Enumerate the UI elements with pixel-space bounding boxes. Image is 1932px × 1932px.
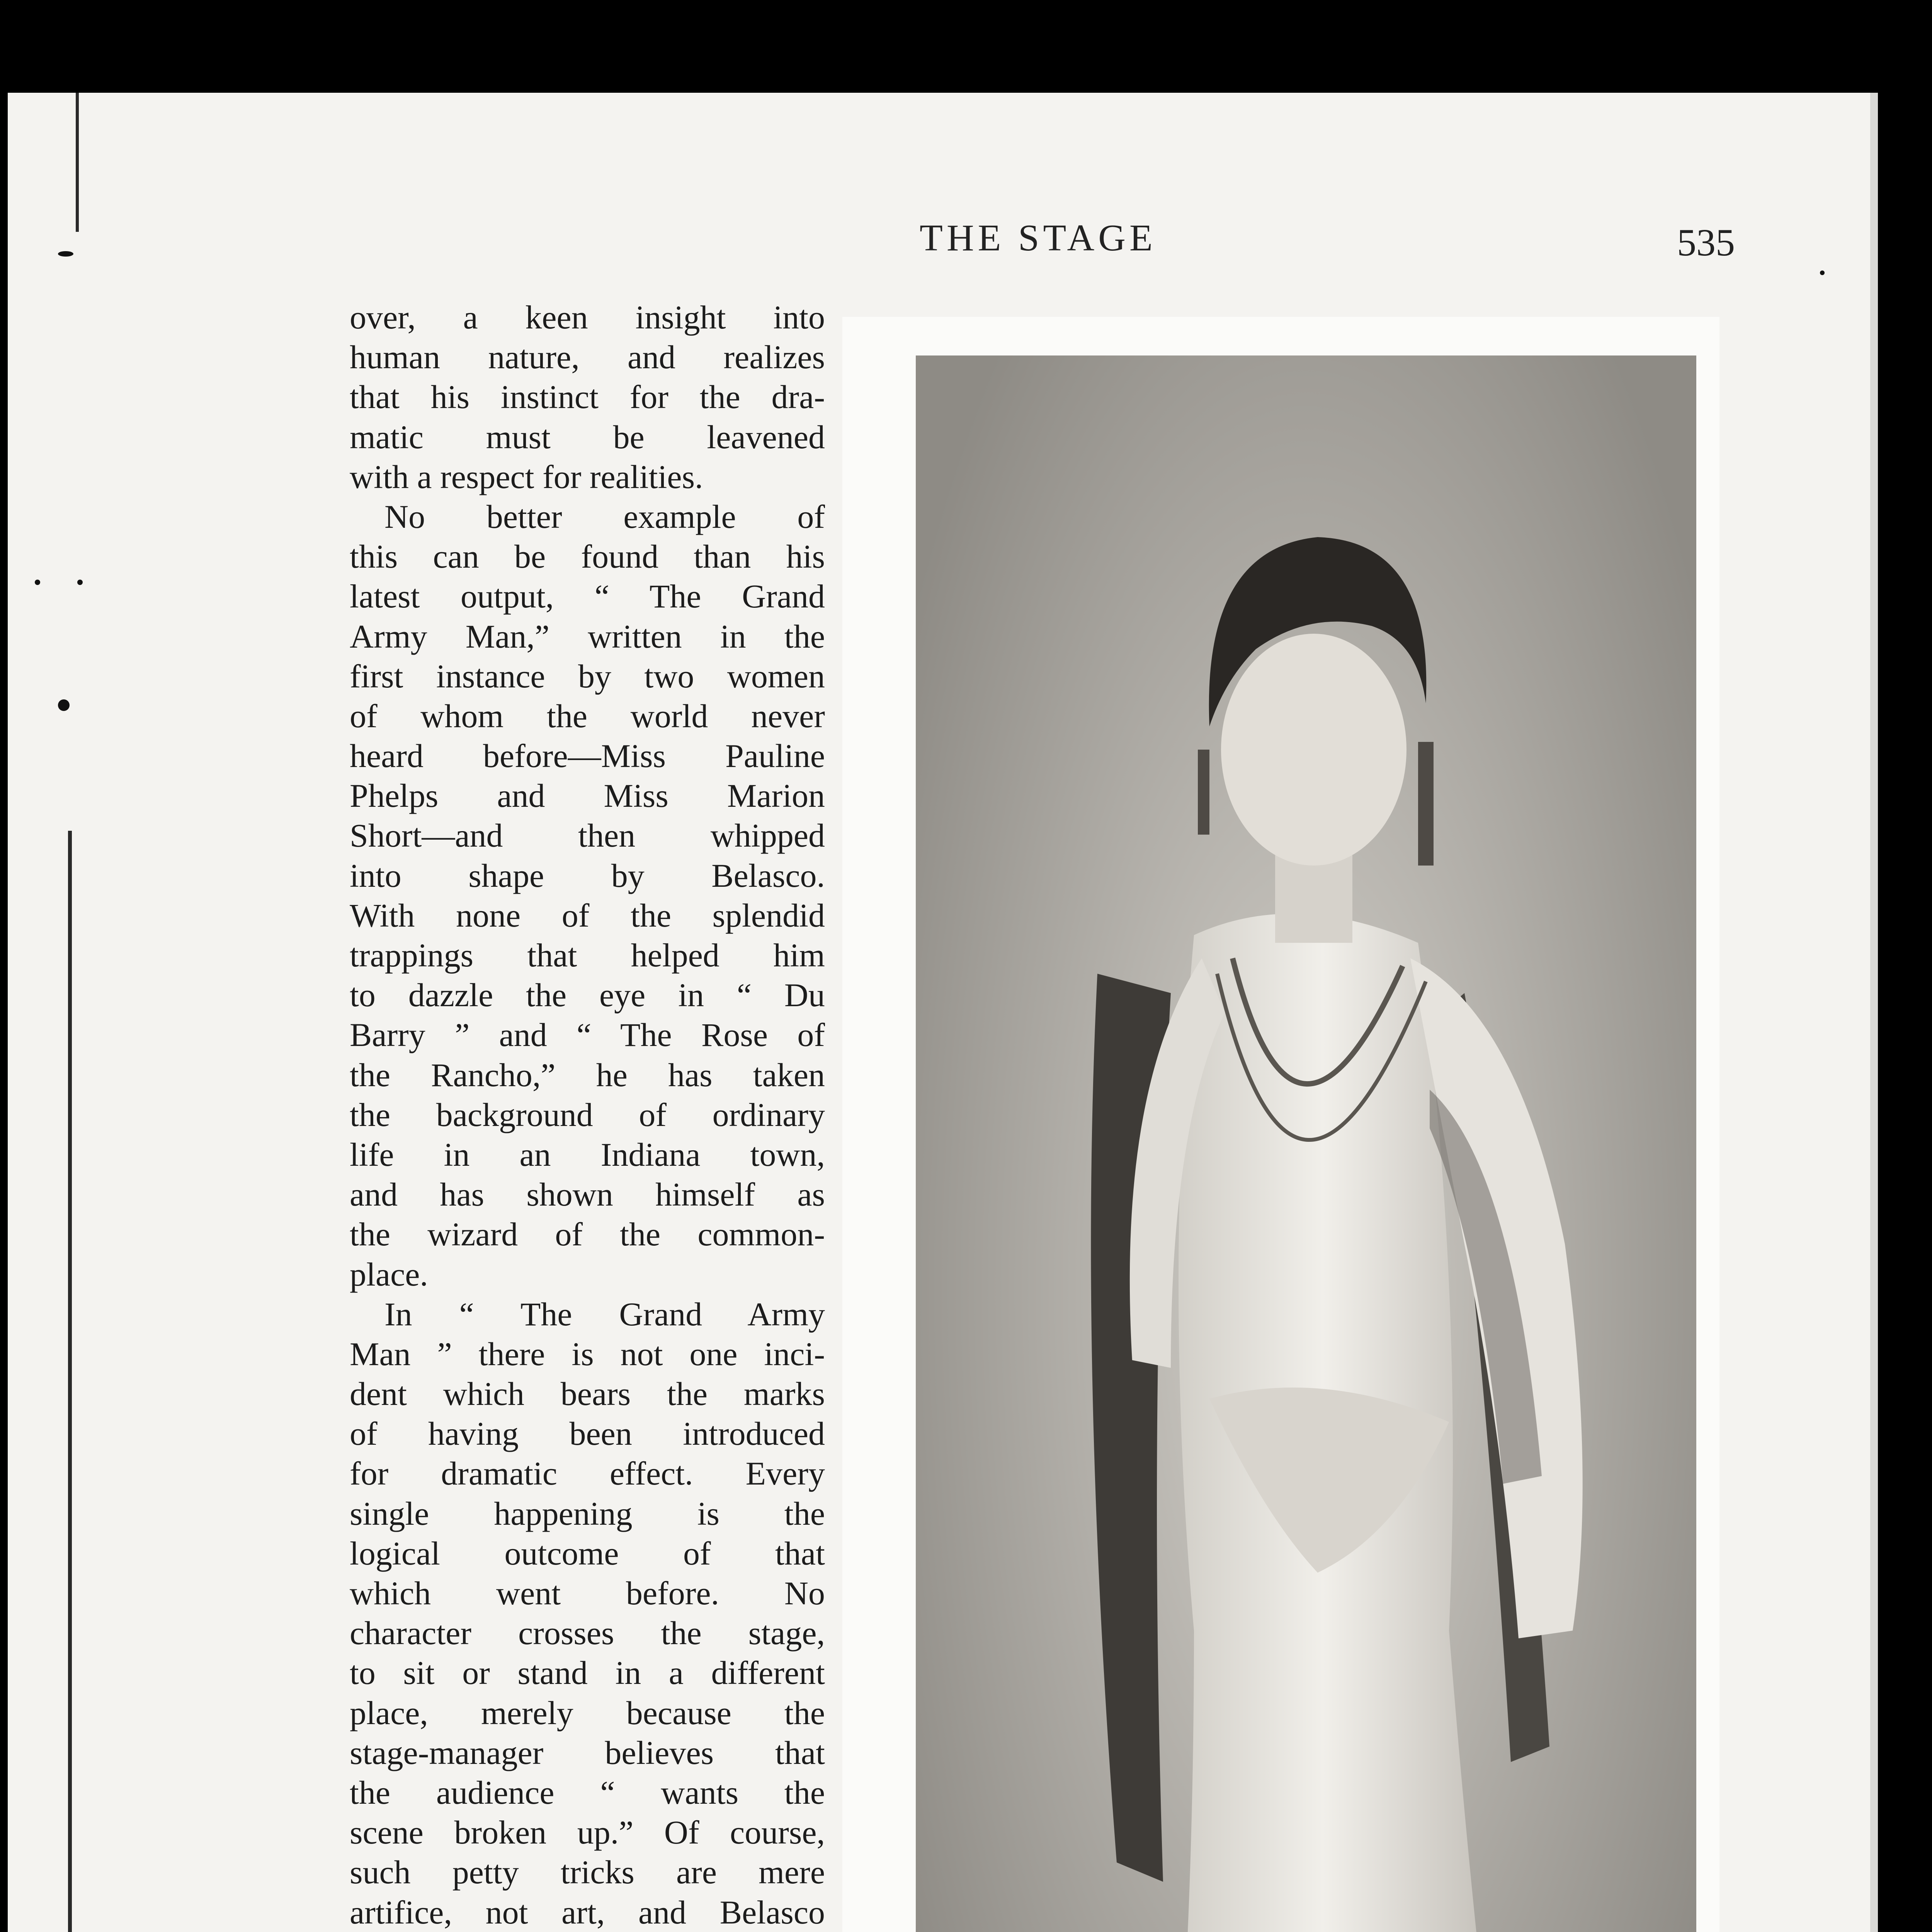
article-column: [350, 298, 825, 1932]
page-edge: [1870, 93, 1878, 1932]
article-line: dent which bears the marks: [350, 1375, 825, 1413]
article-line: logical outcome of that: [350, 1534, 825, 1572]
article-line: such petty tricks are mere: [350, 1854, 825, 1891]
article-line: which went before. No: [350, 1575, 825, 1612]
article-line: and has shown himself as: [350, 1176, 825, 1213]
binding-gutter: [68, 831, 72, 1932]
article-line: trappings that helped him: [350, 937, 825, 974]
portrait-illustration: [916, 355, 1696, 1932]
article-line: Phelps and Miss Marion: [350, 777, 825, 815]
binding-gutter-top: [76, 93, 79, 232]
scan-speck: [77, 580, 83, 585]
scan-speck: [35, 580, 40, 585]
article-line: place, merely because the: [350, 1694, 825, 1731]
article-line: life in an Indiana town,: [350, 1136, 825, 1173]
article-line: for dramatic effect. Every: [350, 1455, 825, 1492]
portrait-photograph: [916, 355, 1696, 1932]
article-line: place.: [350, 1255, 428, 1293]
article-line: character crosses the stage,: [350, 1614, 825, 1652]
article-line: that his instinct for the dra-: [350, 378, 825, 416]
article-line: No better example of: [384, 498, 825, 535]
article-line: scene broken up.” Of course,: [350, 1814, 825, 1851]
article-line: latest output, “ The Grand: [350, 578, 825, 615]
article-line: of having been introduced: [350, 1415, 825, 1452]
page-number: 535: [1677, 221, 1735, 264]
article-line: first instance by two women: [350, 657, 825, 695]
scan-speck: [58, 699, 70, 711]
article-line: Army Man,” written in the: [350, 617, 825, 655]
article-line: to sit or stand in a different: [350, 1654, 825, 1692]
article-line: heard before—Miss Pauline: [350, 737, 825, 775]
article-line: over, a keen insight into: [350, 299, 825, 336]
article-line: into shape by Belasco.: [350, 857, 825, 894]
article-line: this can be found than his: [350, 538, 825, 575]
article-line: Barry ” and “ The Rose of: [350, 1016, 825, 1054]
article-line: matic must be leavened: [350, 418, 825, 456]
article-line: to dazzle the eye in “ Du: [350, 976, 825, 1014]
scan-speck: [58, 251, 73, 257]
article-line: the audience “ wants the: [350, 1774, 825, 1811]
article-line: the background of ordinary: [350, 1096, 825, 1133]
article-line: With none of the splendid: [350, 896, 825, 934]
running-head: THE STAGE: [920, 217, 1156, 259]
article-line: of whom the world never: [350, 697, 825, 735]
article-line: Man ” there is not one inci-: [350, 1335, 825, 1372]
article-line: Short—and then whipped: [350, 817, 825, 854]
article-line: In “ The Grand Army: [384, 1295, 825, 1333]
article-line: artifice, not art, and Belasco: [350, 1893, 825, 1931]
article-line: human nature, and realizes: [350, 338, 825, 376]
article-line: stage-manager believes that: [350, 1734, 825, 1771]
article-line: single happening is the: [350, 1495, 825, 1532]
article-line: with a respect for realities.: [350, 458, 703, 495]
scan-speck: [1820, 270, 1825, 275]
article-line: the wizard of the common-: [350, 1216, 825, 1253]
article-line: the Rancho,” he has taken: [350, 1056, 825, 1094]
